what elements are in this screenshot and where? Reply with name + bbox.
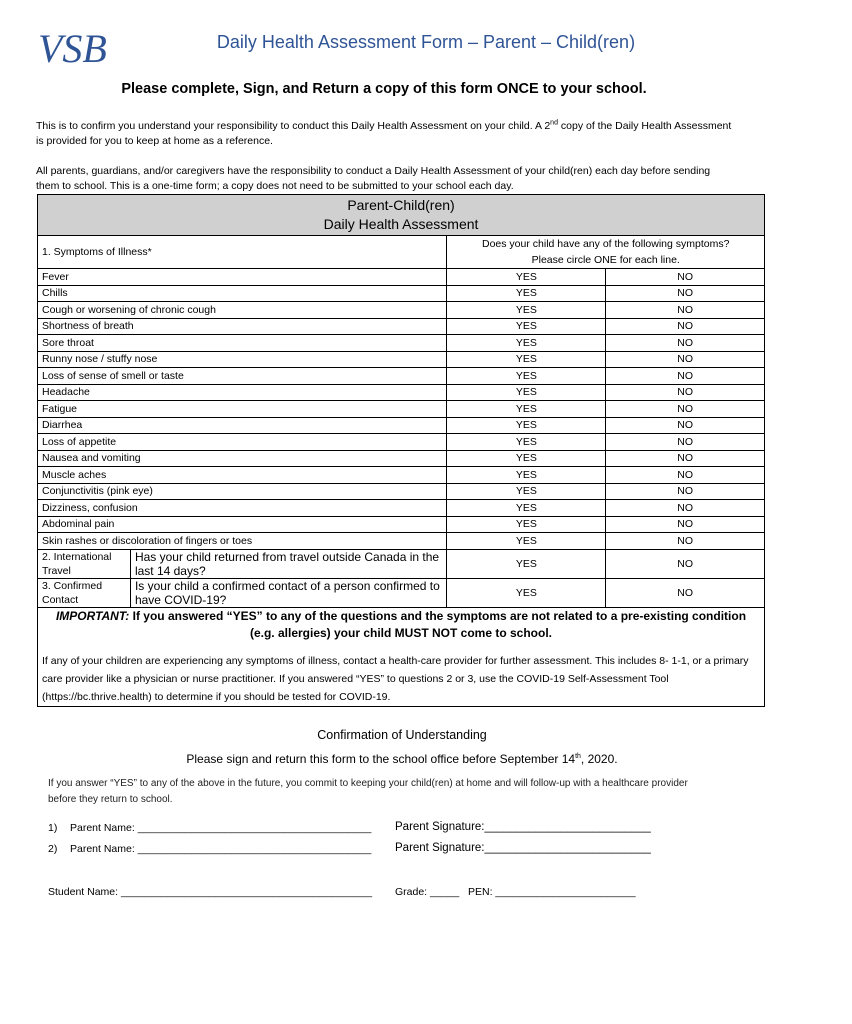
symptom-label: Loss of appetite [38, 434, 447, 451]
contact-label: 3. Confirmed Contact [38, 578, 131, 607]
pen-field[interactable]: PEN: ________________________ [468, 886, 636, 898]
symptom-label: Abdominal pain [38, 516, 447, 533]
grade-field[interactable]: Grade: _____ [395, 886, 460, 898]
parent-signature-2-field[interactable]: Parent Signature:__________________________ [395, 842, 651, 854]
symptom-label: Dizziness, confusion [38, 500, 447, 517]
symptom-yes-option[interactable]: YES [447, 285, 606, 302]
symptom-row [38, 450, 765, 467]
symptom-rows [38, 269, 765, 550]
commitment-text: If you answer “YES” to any of the above in the future, you commit to keeping your child(ren) at home and will follow-up with a healthcare provider before they return to school. [48, 778, 688, 805]
intro-paragraph-1: This is to confirm you understand your responsibility to conduct this Daily Health Assessment on your child. A 2nd copy of the Daily Health Assessment is provided for you to keep at home as a reference. [36, 119, 732, 147]
symptom-row [38, 302, 765, 319]
symptom-row [38, 467, 765, 484]
return-instruction: Please sign and return this form to the school office before September 14th, 2020. [186, 752, 618, 766]
symptom-label: Nausea and vomiting [38, 450, 447, 467]
symptom-yes-option[interactable]: YES [447, 302, 606, 319]
symptom-yes-option[interactable]: YES [447, 318, 606, 335]
symptom-yes-option[interactable]: YES [447, 335, 606, 352]
symptom-no-option[interactable]: NO [606, 401, 765, 418]
symptom-row [38, 533, 765, 550]
symptom-label: Muscle aches [38, 467, 447, 484]
symptom-yes-option[interactable]: YES [447, 351, 606, 368]
contact-question: Is your child a confirmed contact of a person confirmed to have COVID-19? [130, 578, 447, 607]
symptom-no-option[interactable]: NO [606, 500, 765, 517]
symptom-label: Chills [38, 285, 447, 302]
symptom-label: Skin rashes or discoloration of fingers or toes [38, 533, 447, 550]
symptom-no-option[interactable]: NO [606, 434, 765, 451]
contact-no-option[interactable]: NO [606, 578, 765, 607]
symptom-yes-option[interactable]: YES [447, 483, 606, 500]
symptom-row [38, 483, 765, 500]
symptom-label: Sore throat [38, 335, 447, 352]
intro-paragraph-2: All parents, guardians, and/or caregivers have the responsibility to conduct a Daily Health Assessment of your child(ren) each day before sending them to school. This is a one-time form; a copy does not need to be submitted to your school each day. [36, 165, 711, 192]
row2-number: 2) [48, 843, 58, 855]
important-lead: IMPORTANT: [55, 608, 130, 623]
symptom-label: Shortness of breath [38, 318, 447, 335]
symptom-row [38, 384, 765, 401]
assessment-table [37, 194, 765, 707]
confirmation-title: Confirmation of Understanding [317, 728, 487, 742]
symptom-yes-option[interactable]: YES [447, 434, 606, 451]
symptom-no-option[interactable]: NO [606, 533, 765, 550]
symptom-no-option[interactable]: NO [606, 516, 765, 533]
symptom-yes-option[interactable]: YES [447, 269, 606, 286]
symptom-no-option[interactable]: NO [606, 318, 765, 335]
symptom-row [38, 318, 765, 335]
symptom-no-option[interactable]: NO [606, 269, 765, 286]
symptom-yes-option[interactable]: YES [447, 450, 606, 467]
travel-question: Has your child returned from travel outside Canada in the last 14 days? [130, 549, 447, 578]
form-title: Daily Health Assessment Form – Parent – Child(ren) [216, 32, 636, 52]
symptom-no-option[interactable]: NO [606, 450, 765, 467]
symptom-yes-option[interactable]: YES [447, 467, 606, 484]
symptoms-question-header: Does your child have any of the following symptoms? Please circle ONE for each line. [447, 236, 765, 269]
travel-yes-option[interactable]: YES [447, 549, 606, 578]
symptom-label: Conjunctivitis (pink eye) [38, 483, 447, 500]
symptom-label: Fatigue [38, 401, 447, 418]
symptom-row [38, 285, 765, 302]
symptom-row [38, 401, 765, 418]
symptom-yes-option[interactable]: YES [447, 533, 606, 550]
symptom-no-option[interactable]: NO [606, 384, 765, 401]
symptom-no-option[interactable]: NO [606, 335, 765, 352]
symptom-label: Cough or worsening of chronic cough [38, 302, 447, 319]
symptom-row [38, 500, 765, 517]
important-notice-cell [38, 607, 765, 706]
symptom-row [38, 368, 765, 385]
symptom-yes-option[interactable]: YES [447, 516, 606, 533]
symptom-no-option[interactable]: NO [606, 302, 765, 319]
symptom-yes-option[interactable]: YES [447, 401, 606, 418]
symptom-label: Fever [38, 269, 447, 286]
form-subtitle: Please complete, Sign, and Return a copy of this form ONCE to your school. [121, 81, 647, 97]
symptom-label: Runny nose / stuffy nose [38, 351, 447, 368]
parent-name-1-field[interactable]: Parent Name: ________________________________________ [70, 822, 372, 834]
symptom-label: Loss of sense of smell or taste [38, 368, 447, 385]
symptom-no-option[interactable]: NO [606, 285, 765, 302]
symptom-label: Diarrhea [38, 417, 447, 434]
symptom-label: Headache [38, 384, 447, 401]
student-name-field[interactable]: Student Name: ___________________________________________ [48, 886, 373, 898]
parent-name-2-field[interactable]: Parent Name: ________________________________________ [70, 843, 372, 855]
symptom-row [38, 335, 765, 352]
symptom-row [38, 417, 765, 434]
contact-yes-option[interactable]: YES [447, 578, 606, 607]
travel-no-option[interactable]: NO [606, 549, 765, 578]
symptom-yes-option[interactable]: YES [447, 368, 606, 385]
table-heading: Parent-Child(ren) Daily Health Assessment [38, 195, 765, 236]
symptom-yes-option[interactable]: YES [447, 417, 606, 434]
parent-signature-1-field[interactable]: Parent Signature:__________________________ [395, 821, 651, 833]
travel-label: 2. International Travel [38, 549, 131, 578]
symptom-yes-option[interactable]: YES [447, 384, 606, 401]
logo-text: VSB [38, 26, 107, 71]
symptom-row [38, 351, 765, 368]
symptom-row [38, 516, 765, 533]
symptoms-section-label: 1. Symptoms of Illness* [38, 236, 447, 269]
symptom-no-option[interactable]: NO [606, 467, 765, 484]
symptom-yes-option[interactable]: YES [447, 500, 606, 517]
symptom-row [38, 269, 765, 286]
row1-number: 1) [48, 822, 58, 834]
symptom-no-option[interactable]: NO [606, 417, 765, 434]
symptom-no-option[interactable]: NO [606, 368, 765, 385]
symptom-row [38, 434, 765, 451]
symptom-no-option[interactable]: NO [606, 351, 765, 368]
important-text: If you answered “YES” to any of the questions and the symptoms are not related to a pre-existing condition (e.g. allergies) your child MUST NOT come to school. [129, 608, 747, 640]
symptom-no-option[interactable]: NO [606, 483, 765, 500]
info-text: If any of your children are experiencing any symptoms of illness, contact a health-care provider for further assessment. This includes 8- 1-1, or a primary care provider like a physician or nurse practitioner. If you answered “YES” to questions 2 or 3, use the COVID-19 Self-Assessment Tool (https://bc.thrive.health) to determine if you should be tested for COVID-19. [42, 654, 749, 703]
